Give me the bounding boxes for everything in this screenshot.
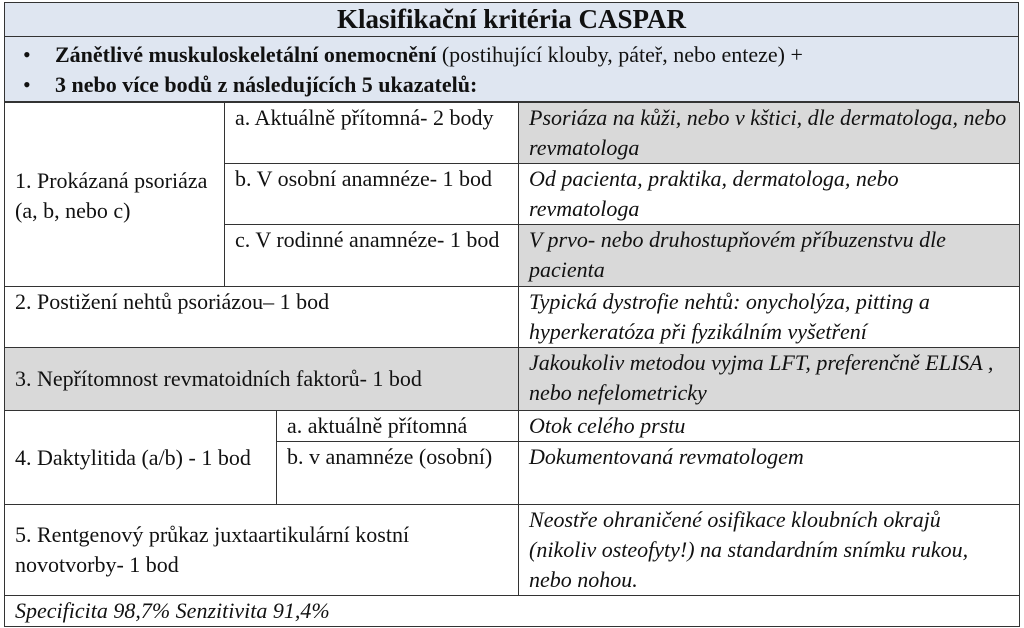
row5-desc: Neostře ohraničené osifikace kloubních okrajů (nikoliv osteofyty!) na standardním snímku rukou, nebo nohou.: [519, 505, 1020, 596]
table-row: [5, 596, 1020, 627]
row2-label: 2. Postižení nehtů psoriázou– 1 bod: [5, 287, 519, 348]
table-row: [5, 505, 1020, 596]
bullet-icon: •: [23, 72, 31, 97]
row1-c-label: c. V rodinné anamnéze- 1 bod: [225, 225, 519, 287]
row4-a-label: a. aktuálně přítomná: [277, 411, 519, 442]
criteria-box: [4, 37, 1019, 102]
row4-b-desc: Dokumentovaná revmatologem: [519, 442, 1020, 505]
row1-label: 1. Prokázaná psoriáza (a, b, nebo c): [5, 103, 225, 287]
criteria-line-2-bold: 3 nebo více bodů z následujících 5 ukazatelů:: [55, 72, 478, 97]
table-row: [5, 348, 1020, 411]
table-row: [5, 411, 1020, 442]
row4-label: 4. Daktylitida (a/b) - 1 bod: [5, 411, 277, 505]
criteria-line-1-rest: (postihující klouby, páteř, nebo enteze) +: [436, 42, 803, 67]
row1-b-desc: Od pacienta, praktika, dermatologa, nebo revmatologa: [519, 164, 1020, 225]
table-row: [5, 103, 1020, 164]
row1-c-desc: V prvo- nebo druhostupňovém příbuzenstvu dle pacienta: [519, 225, 1020, 287]
footer-stats: Specificita 98,7% Senzitivita 91,4%: [5, 596, 1020, 627]
row3-desc: Jakoukoliv metodou vyjma LFT, preferenčně ELISA , nebo nefelometricky: [519, 348, 1020, 411]
bullet-icon: •: [23, 42, 31, 67]
row3-label: 3. Nepřítomnost revmatoidních faktorů- 1 bod: [5, 348, 519, 411]
row4-b-label: b. v anamnéze (osobní): [277, 442, 519, 505]
criteria-line-1: [23, 41, 803, 69]
criteria-table: [4, 102, 1020, 627]
table-title: Klasifikační kritéria CASPAR: [4, 2, 1019, 37]
row4-a-desc: Otok celého prstu: [519, 411, 1020, 442]
row2-desc: Typická dystrofie nehtů: onycholýza, pitting a hyperkeratóza při fyzikálním vyšetření: [519, 287, 1020, 348]
criteria-line-2: [23, 71, 477, 99]
criteria-line-1-bold: Zánětlivé muskuloskeletální onemocnění: [55, 42, 437, 67]
row5-label: 5. Rentgenový průkaz juxtaartikulární kostní novotvorby- 1 bod: [5, 505, 519, 596]
row1-a-label: a. Aktuálně přítomná- 2 body: [225, 103, 519, 164]
table-row: [5, 287, 1020, 348]
row1-a-desc: Psoriáza na kůži, nebo v kštici, dle dermatologa, nebo revmatologa: [519, 103, 1020, 164]
row1-b-label: b. V osobní anamnéze- 1 bod: [225, 164, 519, 225]
caspar-table: [4, 2, 1019, 624]
